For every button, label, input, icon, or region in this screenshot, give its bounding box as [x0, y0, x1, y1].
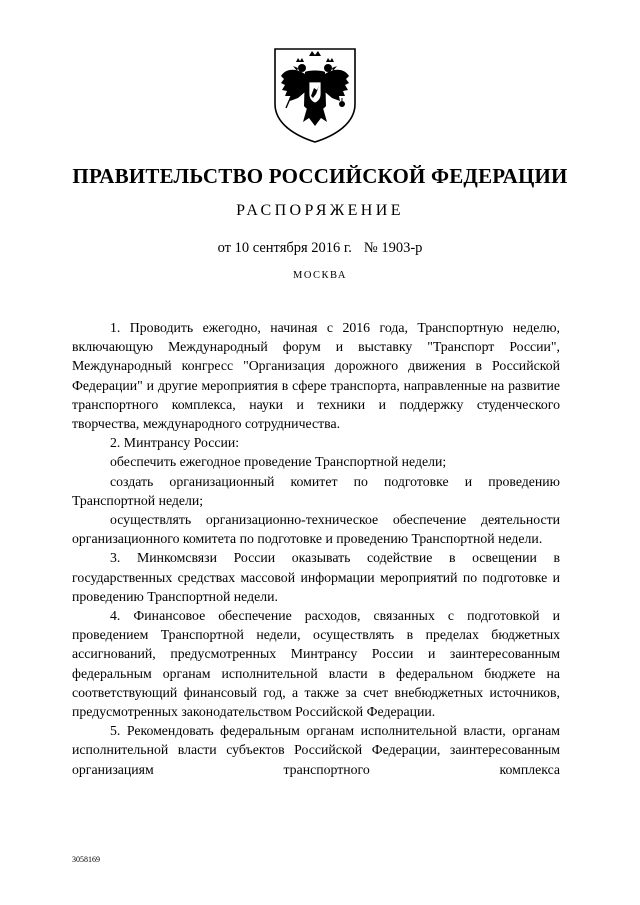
document-type: РАСПОРЯЖЕНИЕ	[236, 202, 404, 219]
paragraph-1: 1. Проводить ежегодно, начиная с 2016 года, Транспортную неделю, включающую Международный форум и выставку "Транспорт России", Международный конгресс "Организация дорожного движения в Российской Федерации" и другие мероприятия в сфере транспорта, направленные на развитие транспортного комплекса, науки и техники и поддержку студенческого творчества, международного сотрудничества.	[72, 320, 560, 432]
paragraph-2-item-2: создать организационный комитет по подготовке и проведению Транспортной недели;	[72, 473, 560, 508]
government-title: ПРАВИТЕЛЬСТВО РОССИЙСКОЙ ФЕДЕРАЦИИ	[72, 164, 568, 188]
document-body	[72, 318, 560, 779]
paragraph-2: 2. Минтрансу России:	[110, 435, 240, 451]
paragraph-3: 3. Минкомсвязи России оказывать содействие в освещении в государственных средствах массовой информации мероприятий по подготовке и проведению Транспортной недели.	[72, 550, 560, 604]
paragraph-4: 4. Финансовое обеспечение расходов, связанных с подготовкой и проведением Транспортной недели, осуществлять в пределах бюджетных ассигнований, предусмотренных Минтрансу России и заинтересованным федеральным органам исполнительной власти в федеральном бюджете на соответствующий финансовый год, а также за счет внебюджетных источников, предусмотренных законодательством Российской Федерации.	[72, 608, 560, 720]
document-city: МОСКВА	[293, 270, 347, 281]
document-date-line	[0, 240, 640, 257]
paragraph-5: 5. Рекомендовать федеральным органам исполнительной власти, органам исполнительной власти субъектов Российской Федерации, заинтересованным организациям транспортного комплекса	[72, 723, 560, 777]
document-code: 3058169	[72, 855, 100, 864]
coat-of-arms-emblem-icon	[272, 46, 358, 144]
paragraph-2-item-1: обеспечить ежегодное проведение Транспортной недели;	[110, 454, 447, 470]
document-number: № 1903-р	[363, 240, 423, 256]
document-date: от 10 сентября 2016 г.	[217, 240, 352, 256]
paragraph-2-item-3: осуществлять организационно-техническое обеспечение деятельности организационного комитета по подготовке и проведению Транспортной недели.	[72, 512, 560, 547]
